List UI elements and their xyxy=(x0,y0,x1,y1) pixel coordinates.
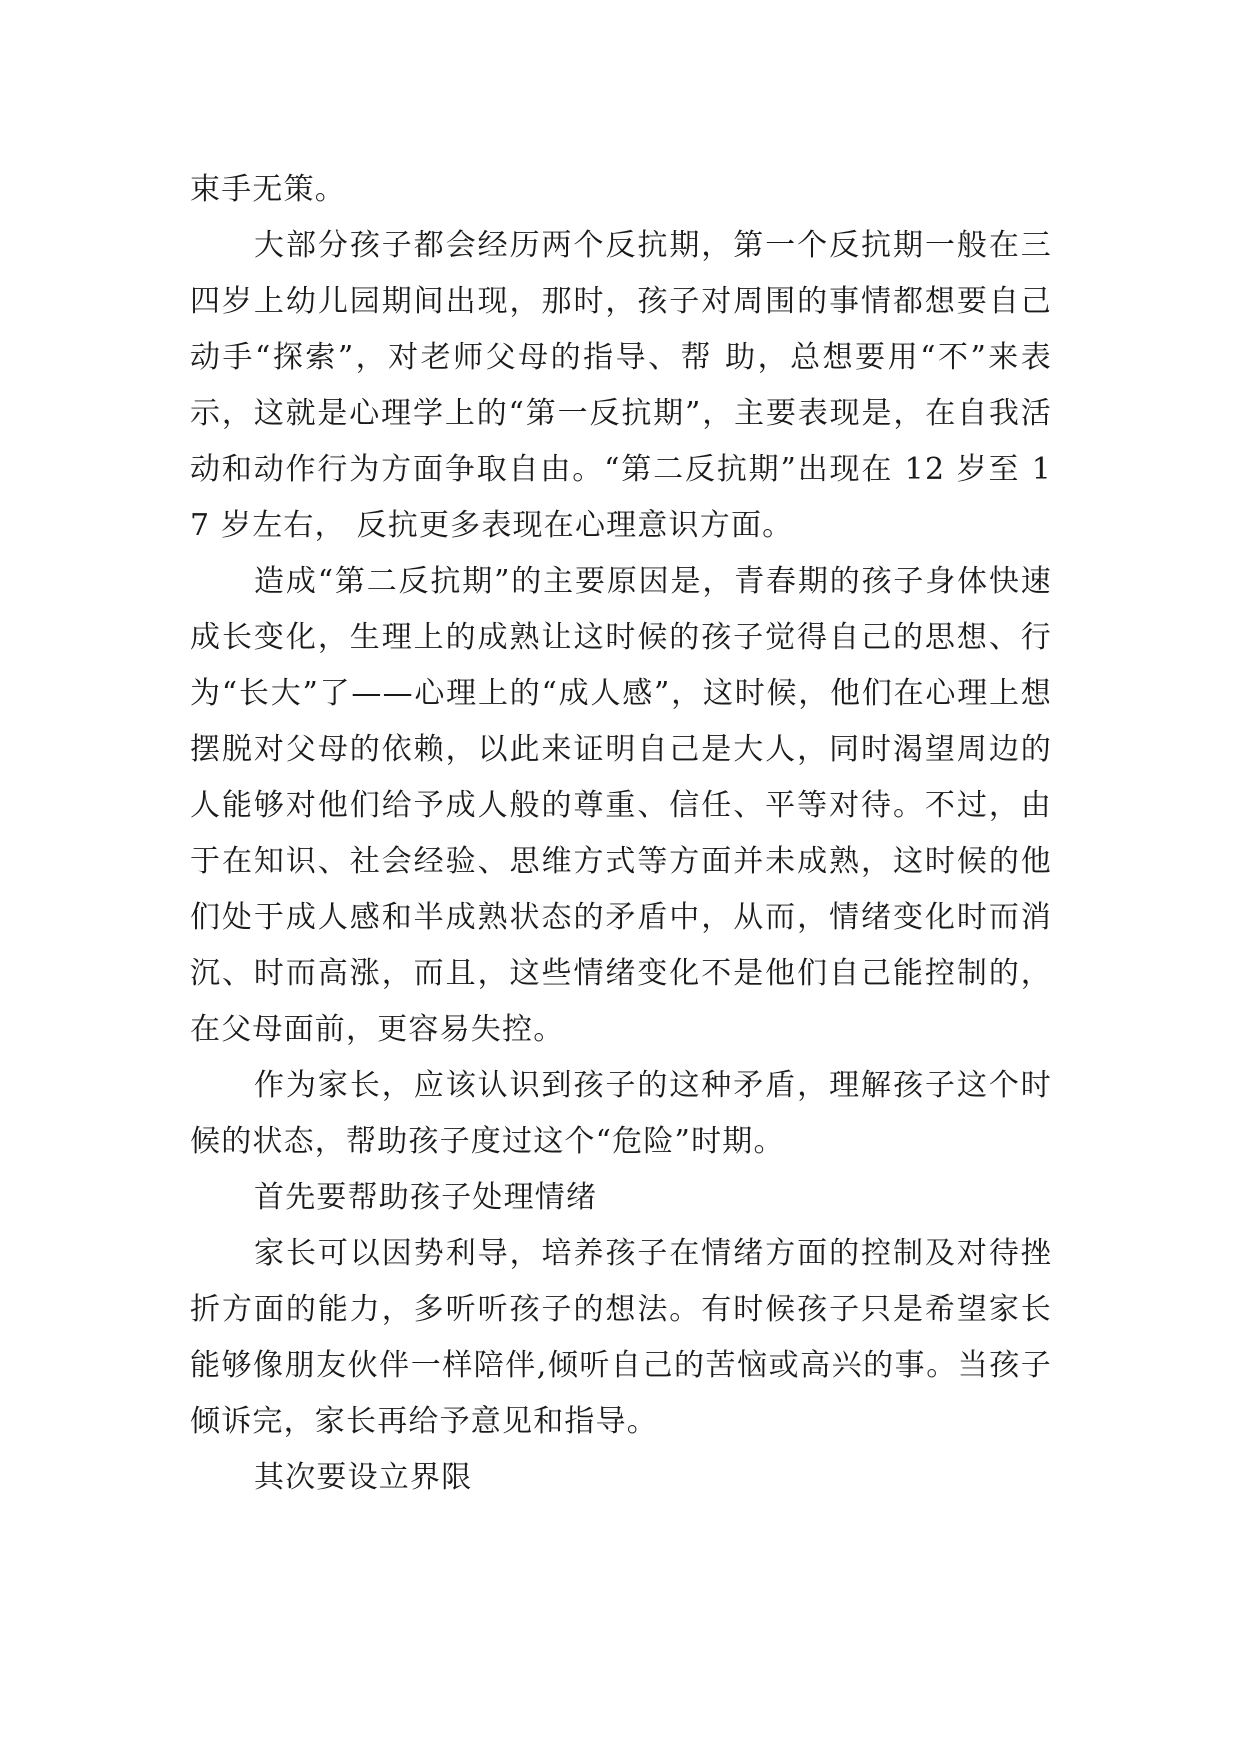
document-body xyxy=(190,162,1052,1506)
paragraph-parent-role: 作为家长，应该认识到孩子的这种矛盾，理解孩子这个时候的状态，帮助孩子度过这个“危险”时期。 xyxy=(190,1068,1052,1159)
section-heading-set-boundaries: 其次要设立界限 xyxy=(254,1460,473,1495)
paragraph-two-rebellious-periods: 大部分孩子都会经历两个反抗期，第一个反抗期一般在三四岁上幼儿园期间出现，那时，孩子对周围的事情都想要自己动手“探索”，对老师父母的指导、帮 助，总想要用“不”来表示，这就是心理学上的“第一反抗期”，主要表现是，在自我活动和动作行为方面争取自由。“第二反抗期”出现在 12 岁至 17 岁左右， 反抗更多表现在心理意识方面。 xyxy=(190,228,1052,543)
paragraph-second-rebellious-period-causes: 造成“第二反抗期”的主要原因是，青春期的孩子身体快速成长变化，生理上的成熟让这时候的孩子觉得自己的思想、行为“长大”了——心理上的“成人感”，这时候，他们在心理上想摆脱对父母的依赖，以此来证明自己是大人，同时渴望周边的人能够对他们给予成人般的尊重、信任、平等对待。不过，由于在知识、社会经验、思维方式等方面并未成熟，这时候的他们处于成人感和半成熟状态的矛盾中，从而，情绪变化时而消沉、时而高涨，而且，这些情绪变化不是他们自己能控制的，在父母面前，更容易失控。 xyxy=(190,564,1052,1047)
paragraph-emotion-guidance: 家长可以因势利导，培养孩子在情绪方面的控制及对待挫折方面的能力，多听听孩子的想法。有时候孩子只是希望家长能够像朋友伙伴一样陪伴,倾听自己的苦恼或高兴的事。当孩子倾诉完，家长再给予意见和指导。 xyxy=(190,1236,1052,1439)
section-heading-handle-emotions: 首先要帮助孩子处理情绪 xyxy=(254,1180,598,1215)
paragraph-continuation: 束手无策。 xyxy=(190,172,346,207)
